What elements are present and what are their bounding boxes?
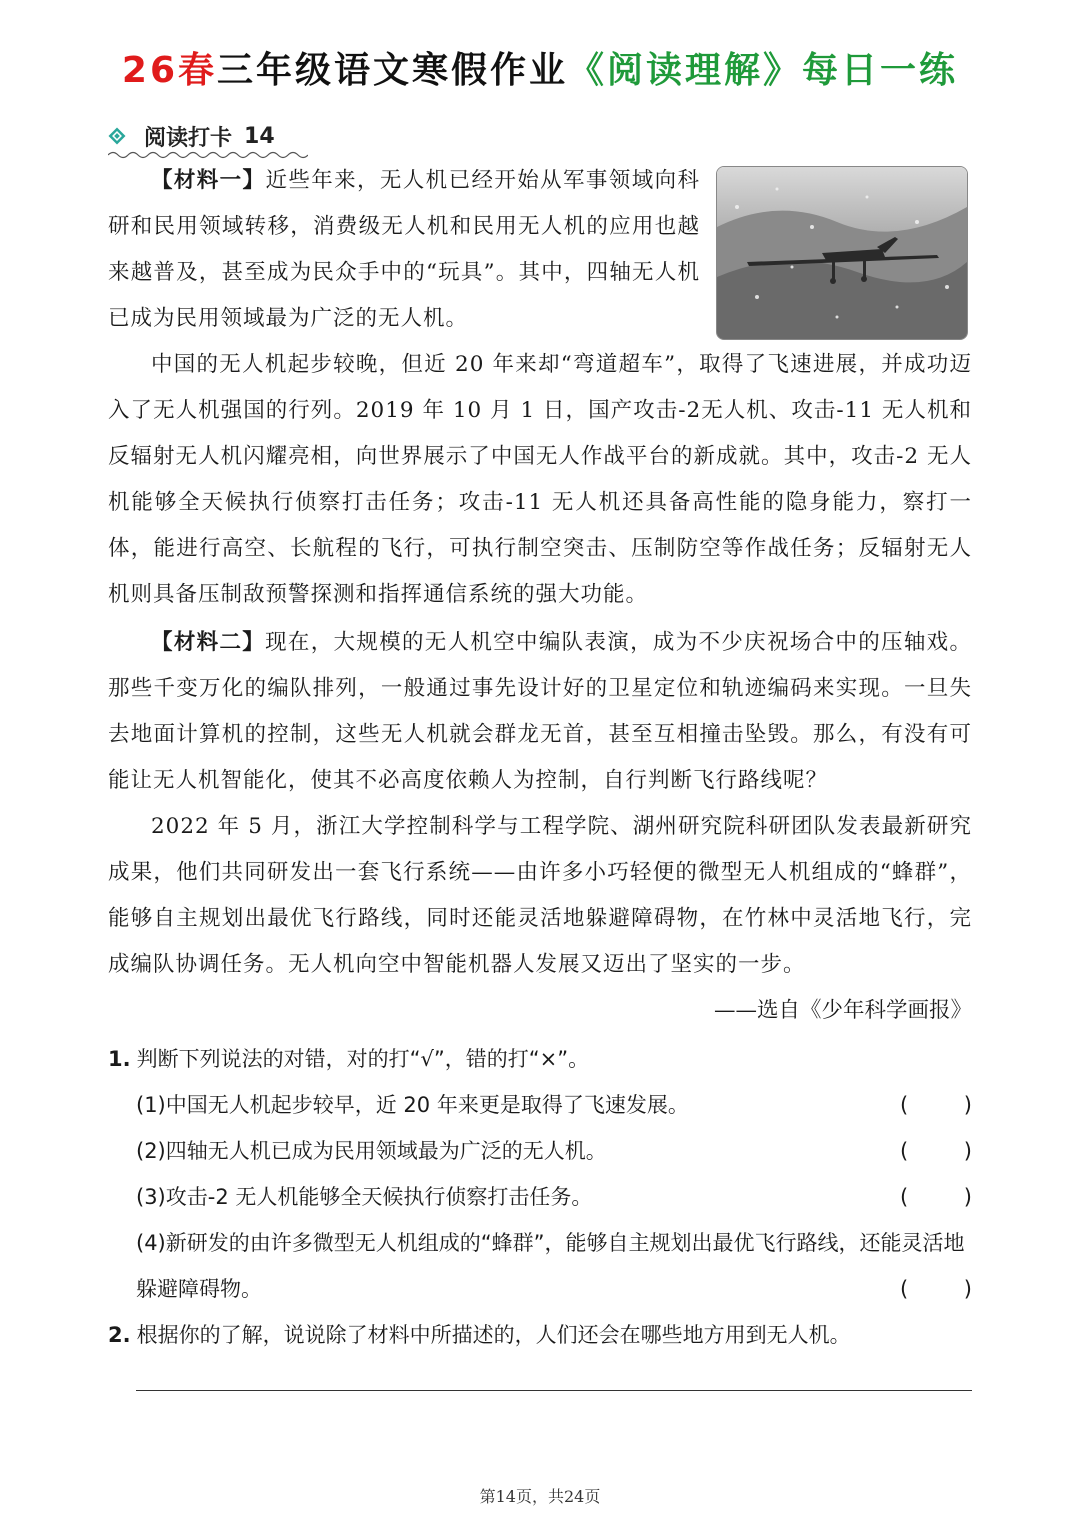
material2-tag: 【材料二】 [151, 630, 266, 655]
material1-p1-text: 近些年来，无人机已经开始从军事领域向科研和民用领域转移，消费级无人机和民用无人机的应用也越来越普及，甚至成为民众手中的“玩具”。其中，四轴无人机已成为民用领域最为广泛的无人机。 [108, 168, 700, 331]
answer-blank-1[interactable] [900, 1082, 972, 1128]
question1-number: 1. [108, 1047, 131, 1071]
answer-blank-4[interactable] [900, 1266, 972, 1312]
material2-paragraph2: 2022 年 5 月，浙江大学控制科学与工程学院、湖州研究院科研团队发表最新研究成果，他们共同研发出一套飞行系统——由许多小巧轻便的微型无人机组成的“蜂群”，能够自主规划出最优飞行路线，同时还能灵活地躲避障碍物，在竹林中灵活地飞行，完成编队协调任务。无人机向空中智能机器人发展又迈出了坚实的一步。 [108, 814, 972, 977]
material2-p1-text: 现在，大规模的无人机空中编队表演，成为不少庆祝场合中的压轴戏。那些千变万化的编队排列，一般通过事先设计好的卫星定位和轨迹编码来实现。一旦失去地面计算机的控制，这些无人机就会群龙无首，甚至互相撞击坠毁。那么，有没有可能让无人机智能化，使其不必高度依赖人为控制，自行判断飞行路线呢？ [108, 630, 972, 793]
source-citation: ——选自《少年科学画报》 [713, 998, 972, 1023]
answer-blank-3[interactable] [900, 1174, 972, 1220]
material2-paragraph1 [108, 620, 972, 804]
question2-text: 根据你的了解，说说除了材料中所描述的，人们还会在哪些地方用到无人机。 [136, 1323, 851, 1347]
section-number: 14 [244, 123, 275, 149]
question2-number: 2. [108, 1323, 131, 1347]
question1-item-1: (1)中国无人机起步较早，近 20 年来更是取得了飞速发展。 [136, 1093, 689, 1117]
question1-text: 判断下列说法的对错，对的打“√”，错的打“×”。 [136, 1047, 590, 1071]
paren-close: ) [963, 1277, 972, 1301]
answer-line[interactable] [136, 1390, 972, 1391]
question1-prompt [108, 1036, 589, 1082]
paren-close: ) [963, 1093, 972, 1117]
answer-blank-2[interactable] [900, 1128, 972, 1174]
paren-open: ( [900, 1185, 909, 1209]
question1-item-3: (3)攻击-2 无人机能够全天候执行侦察打击任务。 [136, 1185, 593, 1209]
paren-close: ) [963, 1185, 972, 1209]
diamond-icon [108, 127, 126, 145]
paren-open: ( [900, 1093, 909, 1117]
title-book: 《阅读理解》每日一练 [568, 50, 959, 91]
question1-item-2: (2)四轴无人机已成为民用领域最为广泛的无人机。 [136, 1139, 607, 1163]
paren-open: ( [900, 1277, 909, 1301]
page-footer: 第14页，共24页 [479, 1487, 601, 1506]
drone-photo [716, 166, 968, 340]
question2-prompt [108, 1312, 851, 1358]
material1-paragraph2: 中国的无人机起步较晚，但近 20 年来却“弯道超车”，取得了飞速进展，并成功迈入了无人机强国的行列。2019 年 10 月 1 日，国产攻击-2无人机、攻击-11 无人机和反辐射无人机闪耀亮相，向世界展示了中国无人作战平台的新成就。其中，攻击-2 无人机能够全天候执行侦察打击任务；攻击-11 无人机还具备高性能的隐身能力，察打一体，能进行高空、长航程的飞行，可执行制空突击、压制防空等作战任务；反辐射无人机则具备压制敌预警探测和指挥通信系统的强大功能。 [108, 352, 972, 607]
section-label: 阅读打卡 [144, 125, 233, 151]
page-title [0, 42, 1080, 93]
question1-item-4: (4)新研发的由许多微型无人机组成的“蜂群”，能够自主规划出最优飞行路线，还能灵活地躲避障碍物。 [136, 1231, 965, 1301]
material1-paragraph1 [108, 158, 700, 342]
title-season: 26春 [121, 50, 218, 91]
material1-tag: 【材料一】 [151, 168, 266, 193]
paren-open: ( [900, 1139, 909, 1163]
paren-close: ) [963, 1139, 972, 1163]
title-main: 三年级语文寒假作业 [217, 50, 569, 91]
